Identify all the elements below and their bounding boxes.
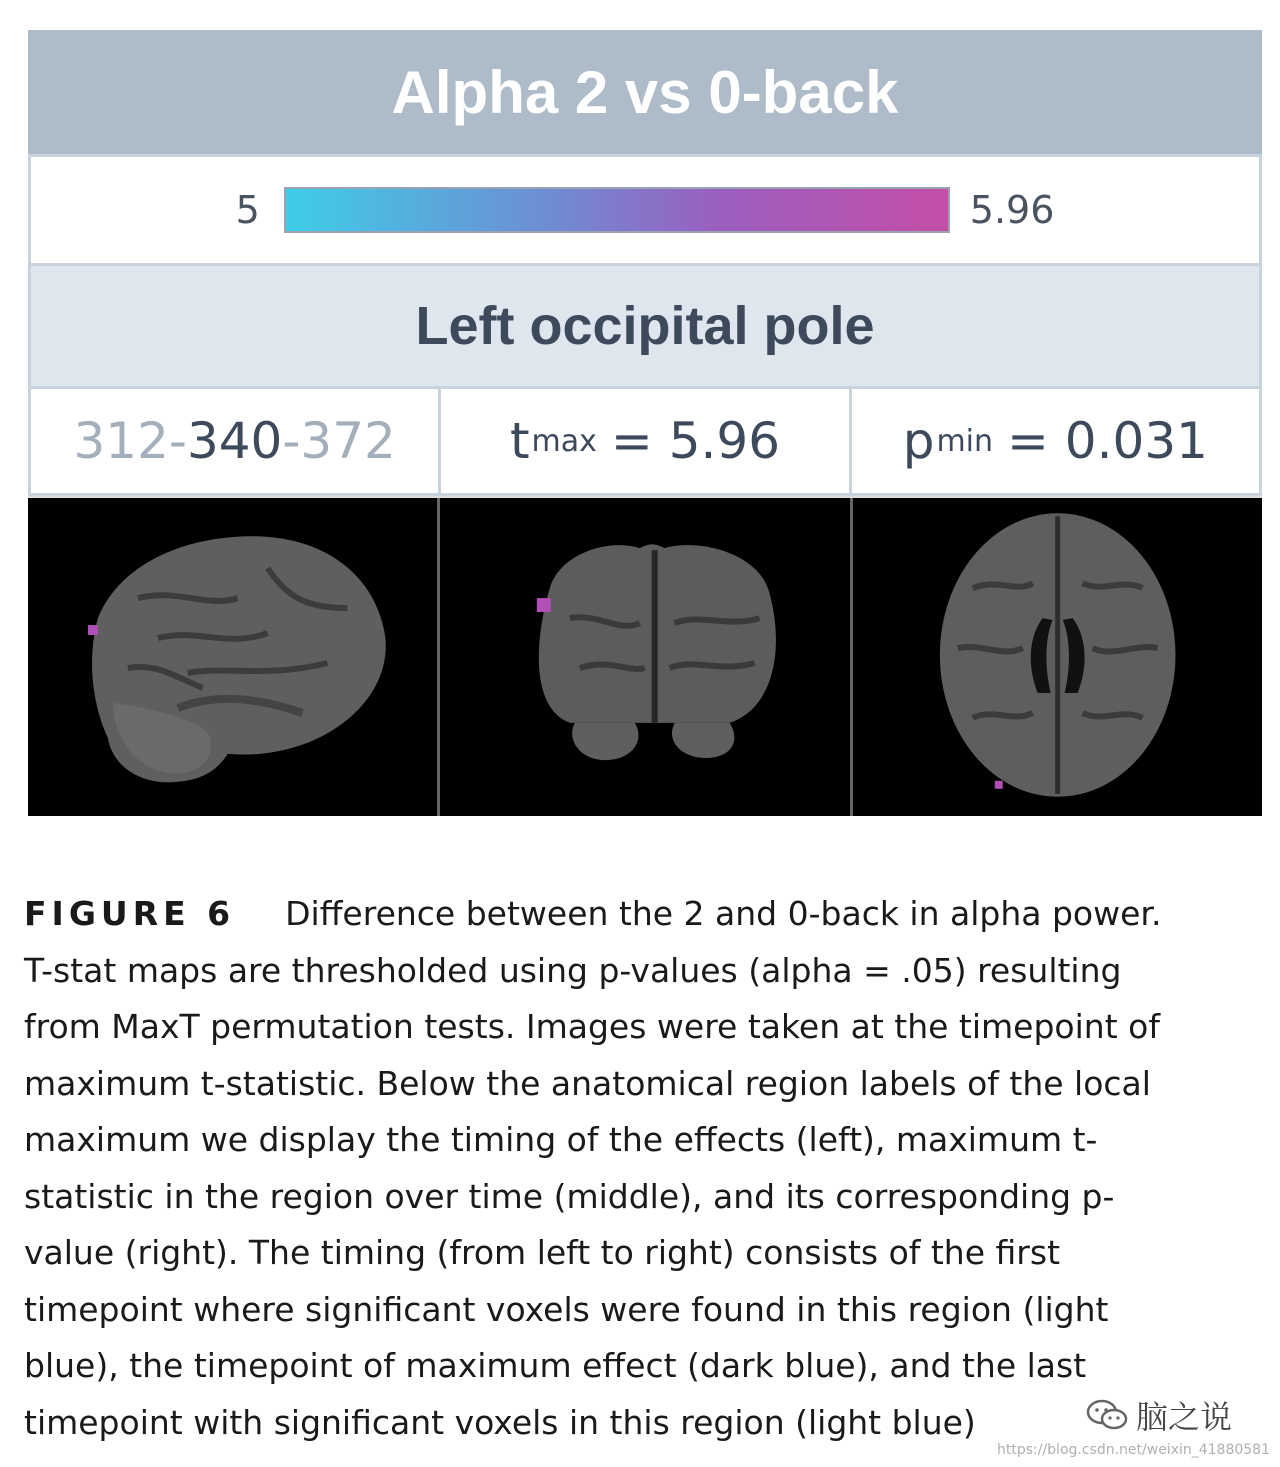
- tmax-subscript: max: [531, 423, 597, 459]
- caption-line: blue), the timepoint of maximum effect (dark blue), and the last: [24, 1346, 1087, 1385]
- axial-view: [853, 498, 1262, 816]
- caption-line: maximum t-statistic. Below the anatomical region labels of the local: [24, 1063, 1151, 1103]
- timing-sep-2: -: [282, 412, 301, 470]
- timing-peak: 340: [186, 412, 283, 470]
- region-label: Left occipital pole: [28, 263, 1262, 389]
- caption-line: FIGURE 6 Difference between the 2 and 0-back in alpha power.: [24, 894, 1162, 933]
- pmin-value: = 0.031: [1007, 412, 1208, 470]
- watermark-text: 脑之说: [1136, 1398, 1233, 1436]
- caption-line: value (right). The timing (from left to right) consists of the first: [24, 1233, 1061, 1272]
- pmin-symbol: p: [902, 412, 935, 470]
- axial-brain-image: [853, 498, 1262, 816]
- figure-label: FIGURE 6: [24, 894, 236, 933]
- caption-line: maximum we display the timing of the effects (left), maximum t-: [24, 1120, 1098, 1159]
- tmax-value: = 5.96: [610, 412, 781, 470]
- color-scale: [28, 157, 1262, 263]
- watermark-url: https://blog.csdn.net/weixin_41880581: [996, 1442, 1270, 1458]
- caption-line: timepoint where significant voxels were found in this region (light: [24, 1289, 1109, 1329]
- timing-sep-1: -: [168, 412, 187, 470]
- figure-caption: [24, 886, 1254, 1451]
- timing-first: 312: [73, 412, 169, 470]
- sagittal-view: [28, 498, 440, 816]
- caption-line: statistic in the region over time (middle), and its corresponding p-: [24, 1176, 1115, 1216]
- pmin-cell: [852, 389, 1259, 493]
- brain-views: [28, 496, 1262, 816]
- coronal-brain-image: [440, 498, 849, 816]
- tmax-symbol: t: [509, 412, 530, 470]
- pmin-subscript: min: [936, 423, 994, 459]
- timing-cell: [31, 389, 441, 493]
- timing-last: 372: [300, 412, 396, 470]
- wechat-icon: [1086, 1398, 1128, 1432]
- caption-line: T-stat maps are thresholded using p-values (alpha = .05) resulting: [24, 950, 1122, 990]
- scale-max-label: 5.96: [969, 188, 1055, 232]
- scale-min-label: 5: [235, 188, 260, 232]
- color-gradient-bar: [284, 187, 950, 233]
- stats-row: [28, 389, 1262, 496]
- figure-title: Alpha 2 vs 0-back: [28, 30, 1262, 157]
- caption-line: timepoint with significant voxels in this region (light blue): [24, 1402, 976, 1442]
- watermark-logo: [1086, 1392, 1232, 1438]
- caption-line: from MaxT permutation tests. Images were taken at the timepoint of: [24, 1007, 1160, 1046]
- figure-panel: [28, 30, 1262, 816]
- tmax-cell: [441, 389, 851, 493]
- sagittal-brain-image: [28, 498, 437, 816]
- coronal-view: [440, 498, 852, 816]
